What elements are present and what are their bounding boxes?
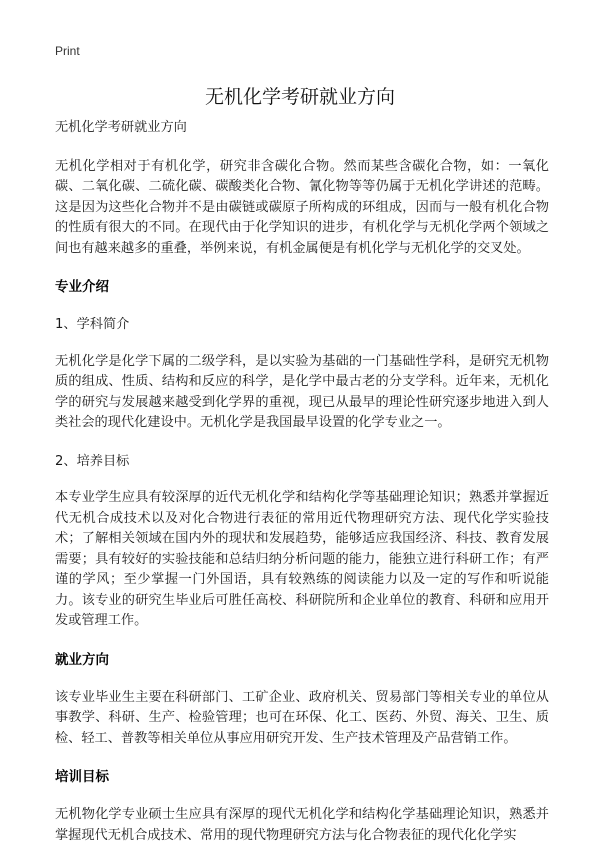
discipline-paragraph: 无机化学是化学下属的二级学科，是以实验为基础的一门基础性学科，是研究无机物质的组成、性质、结构和反应的科学，是化学中最古老的分支学科。近年来，无机化学的研究与发展越来越受到化学界的重视，现已从最早的理论性研究逐步地进入到人类社会的现代化建设中。无机化学是我国最早设置的化学专业之一。 (55, 353, 549, 430)
training-paragraph: 无机物化学专业硕士生应具有深厚的现代无机化学和结构化学基础理论知识，熟悉并掌握现代无机合成技术、常用的现代物理研究方法与化合物表征的现代化化学实 (55, 807, 549, 843)
article-body (55, 118, 549, 864)
intro-paragraph: 无机化学相对于有机化学，研究非含碳化合物。然而某些含碳化合物，如：一氧化碳、二氧化碳、二硫化碳、碳酸类化合物、氰化物等等仍属于无机化学讲述的范畴。这是因为这些化合物并不是由碳链或碳原子所构成的环组成，因而与一般有机化合物的性质有很大的不同。在现代由于化学知识的进步，有机化学与无机化学两个领域之间也有越来越多的重叠，举例来说，有机金属便是有机化学与无机化学的交叉处。 (55, 158, 549, 256)
employment-paragraph: 该专业毕业生主要在科研部门、工矿企业、政府机关、贸易部门等相关专业的单位从事教学、科研、生产、检验管理；也可在环保、化工、医药、外贸、海关、卫生、质检、轻工、普教等相关单位从事应用研究开发、生产技术管理及产品营销工作。 (55, 689, 549, 746)
subheading-goals: 2、培养目标 (55, 453, 130, 469)
subheading-discipline: 1、学科简介 (55, 317, 130, 332)
section-heading-training: 培训目标 (55, 769, 109, 785)
goals-paragraph: 本专业学生应具有较深厚的近代无机化学和结构化学等基础理论知识；熟悉并掌握近代无机合成技术以及对化合物进行表征的常用近代物理研究方法、现代化学实验技术；了解相关领域在国内外的现状和发展趋势，能够适应我国经济、科技、教育发展需要；具有较好的实验技能和总结归纳分析问题的能力，能独立进行科研工作；有严谨的学风；至少掌握一门外国语，具有较熟练的阅读能力以及一定的写作和听说能力。该专业的研究生毕业后可胜任高校、科研院所和企业单位的教育、科研和应用开发或管理工作。 (55, 490, 549, 628)
print-link[interactable]: Print (55, 44, 80, 58)
section-heading-major: 专业介绍 (55, 279, 109, 295)
article-subtitle: 无机化学考研就业方向 (55, 120, 187, 135)
page-title: 无机化学考研就业方向 (204, 86, 395, 108)
section-heading-employment: 就业方向 (55, 651, 109, 668)
